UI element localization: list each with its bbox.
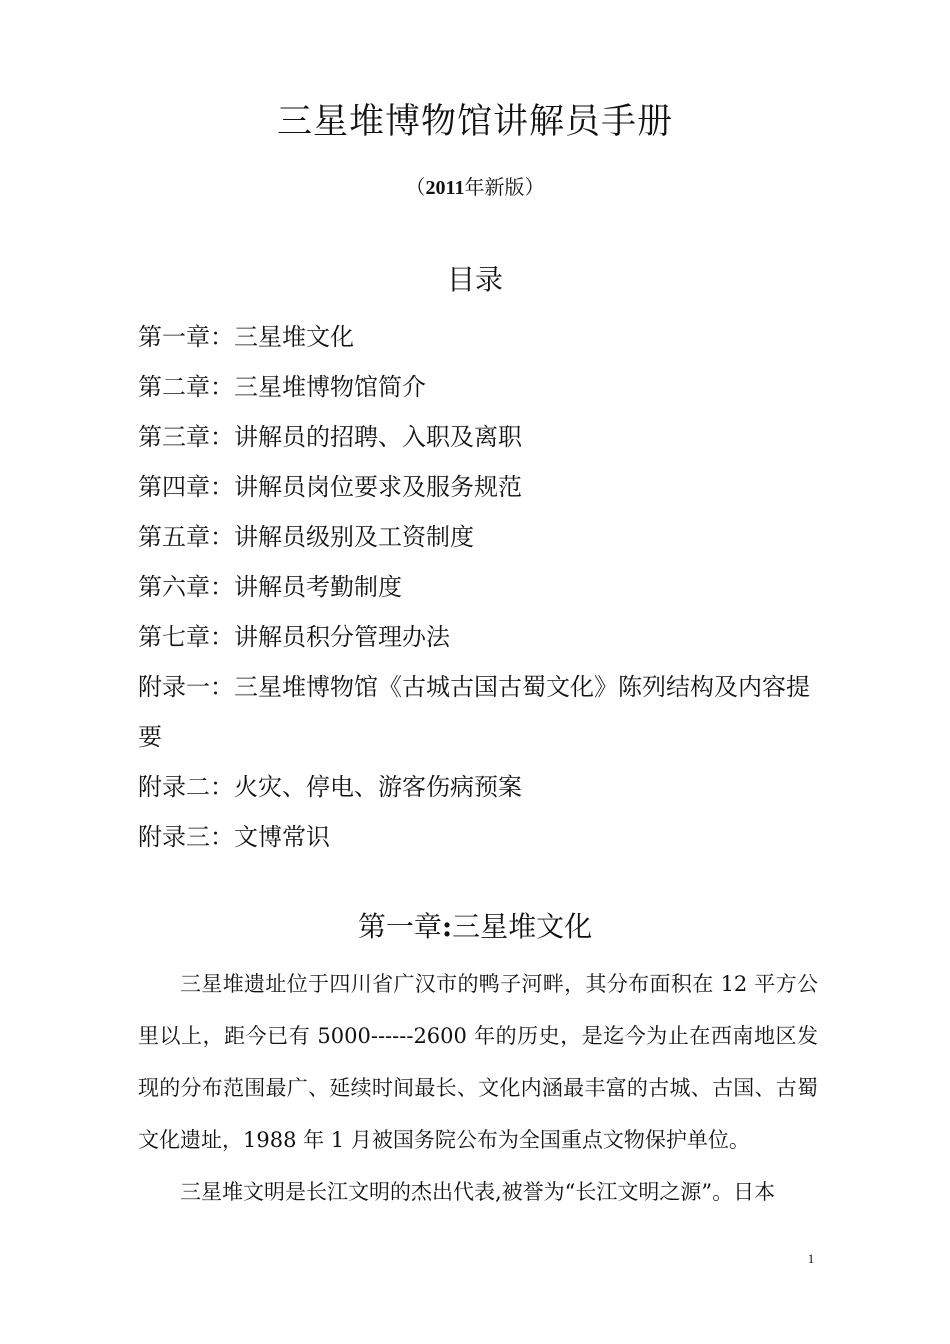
chapter-one-paragraph-1: 三星堆遗址位于四川省广汉市的鸭子河畔，其分布面积在 12 平方公里以上，距今已有 5000------2600 年的历史，是迄今为止在西南地区发现的分布范围最广、延续时间最长、文化内涵最丰富的古城、古国、古蜀文化遗址，1988 年 1 月被国务院公布为全国重点文物保护单位。 (138, 972, 818, 1152)
edition-open-paren: （ (405, 175, 426, 199)
toc-item-chapter-6: 第六章：讲解员考勤制度 (138, 573, 402, 601)
edition-close-paren: ） (524, 175, 545, 199)
toc-item-chapter-7: 第七章：讲解员积分管理办法 (138, 623, 450, 651)
chapter-one-body (138, 958, 818, 1218)
table-of-contents (138, 312, 818, 862)
chapter-one-heading-prefix: 第一章 (357, 910, 442, 943)
toc-item-chapter-5: 第五章：讲解员级别及工资制度 (138, 523, 474, 551)
toc-item-chapter-4: 第四章：讲解员岗位要求及服务规范 (138, 473, 522, 501)
document-title: 三星堆博物馆讲解员手册 (276, 102, 673, 142)
toc-item-appendix-1: 附录一：三星堆博物馆《古城古国古蜀文化》陈列结构及内容提要 (138, 673, 810, 751)
toc-heading: 目录 (446, 263, 503, 296)
toc-item-appendix-3: 附录三：文博常识 (138, 823, 330, 851)
chapter-one-heading-colon: : (441, 910, 453, 943)
chapter-one-heading (0, 905, 950, 949)
edition-year: 2011 (425, 177, 465, 199)
edition-label: 年新版 (464, 175, 525, 199)
toc-item-chapter-3: 第三章：讲解员的招聘、入职及离职 (138, 423, 522, 451)
page-number: 1 (807, 1251, 815, 1266)
toc-item-appendix-2: 附录二：火灾、停电、游客伤病预案 (138, 773, 522, 801)
edition-line (0, 172, 950, 203)
chapter-one-heading-title: 三星堆文化 (452, 910, 593, 943)
toc-item-chapter-2: 第二章：三星堆博物馆简介 (138, 373, 426, 401)
chapter-one-paragraph-2: 三星堆文明是长江文明的杰出代表,被誉为“长江文明之源”。日本 (180, 1180, 776, 1204)
toc-item-chapter-1: 第一章：三星堆文化 (138, 323, 354, 351)
